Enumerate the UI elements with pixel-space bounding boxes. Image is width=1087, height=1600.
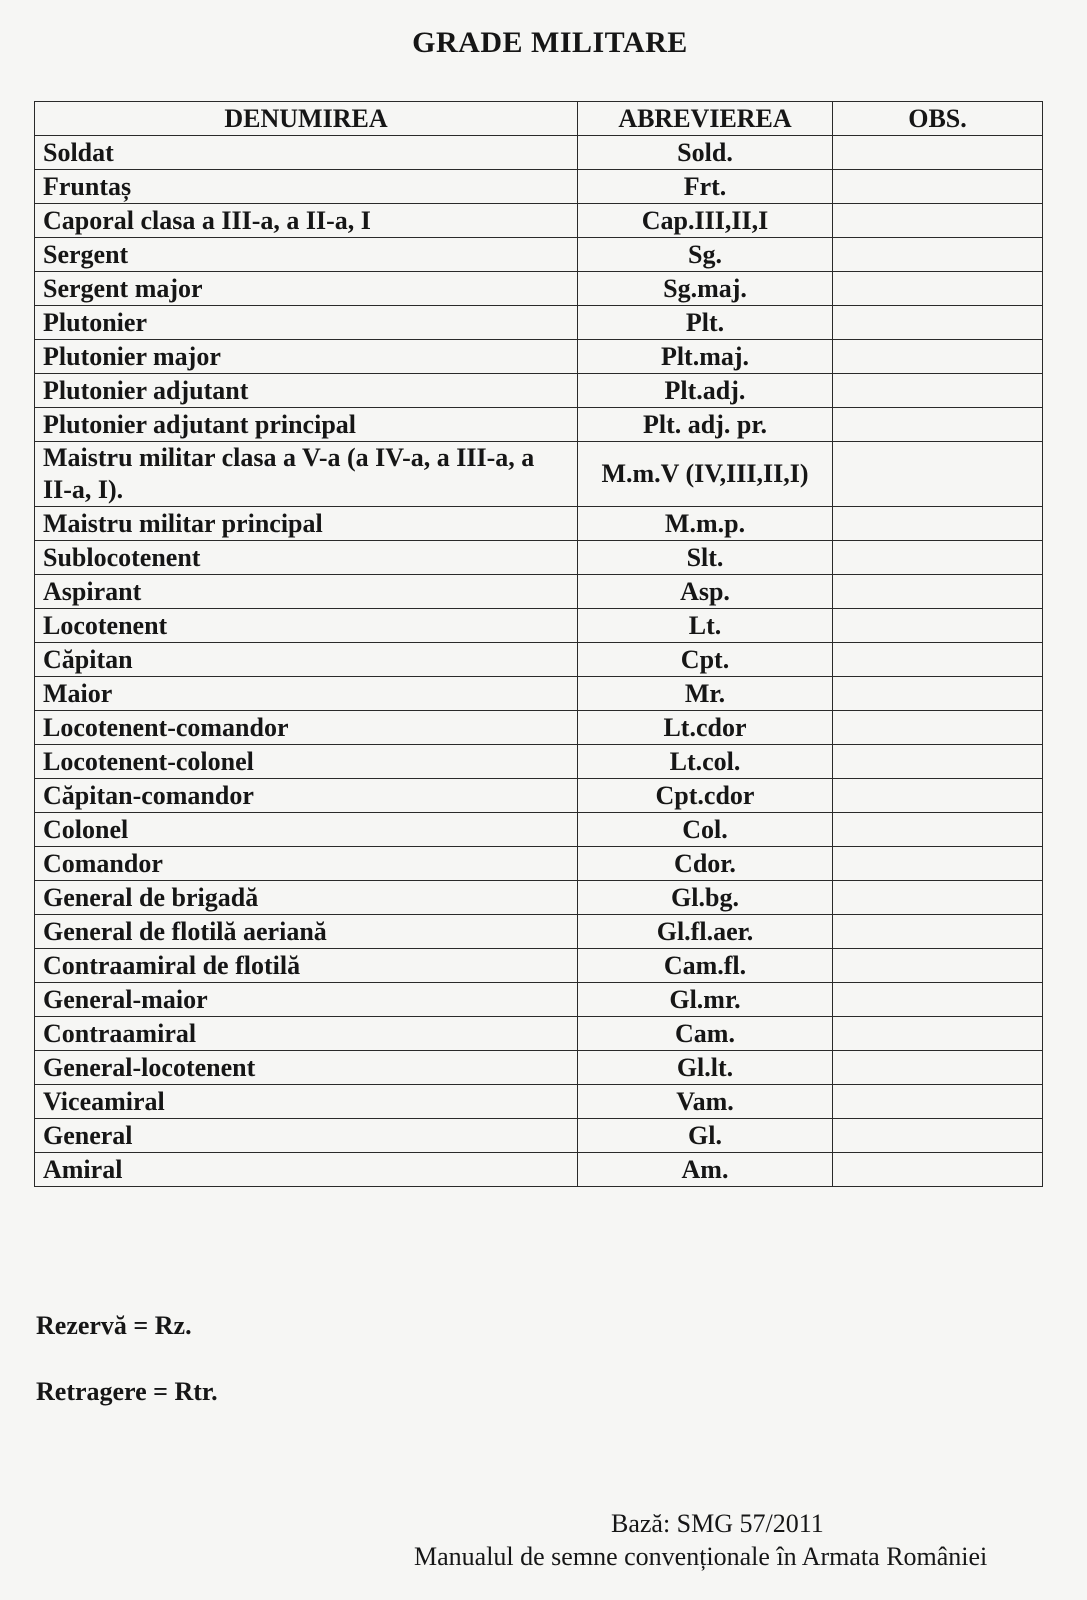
table-row: [35, 643, 1043, 677]
table-row: [35, 1085, 1043, 1119]
grade-abbr-cell: Plt.maj.: [578, 340, 833, 374]
grade-obs-cell: [833, 881, 1043, 915]
grade-abbr-cell: Cpt.cdor: [578, 779, 833, 813]
grade-abbr-cell: Frt.: [578, 170, 833, 204]
table-row: [35, 238, 1043, 272]
grade-name-cell: Viceamiral: [35, 1085, 578, 1119]
grade-name-cell: Colonel: [35, 813, 578, 847]
grade-obs-cell: [833, 847, 1043, 881]
grade-abbr-cell: Gl.mr.: [578, 983, 833, 1017]
table-row: [35, 881, 1043, 915]
grade-name-cell: Soldat: [35, 136, 578, 170]
grade-abbr-cell: Plt. adj. pr.: [578, 408, 833, 442]
grade-obs-cell: [833, 643, 1043, 677]
grade-obs-cell: [833, 1085, 1043, 1119]
grade-name-cell: General-maior: [35, 983, 578, 1017]
grade-abbr-cell: M.m.V (IV,III,II,I): [578, 442, 833, 507]
grade-name-cell: Locotenent-colonel: [35, 745, 578, 779]
note-retragere: Retragere = Rtr.: [36, 1377, 218, 1406]
table-row: [35, 609, 1043, 643]
table-row: [35, 677, 1043, 711]
grade-name-cell: General de flotilă aeriană: [35, 915, 578, 949]
table-row: [35, 745, 1043, 779]
grade-abbr-cell: Lt.: [578, 609, 833, 643]
grade-obs-cell: [833, 575, 1043, 609]
grade-obs-cell: [833, 238, 1043, 272]
grade-obs-cell: [833, 204, 1043, 238]
grade-obs-cell: [833, 745, 1043, 779]
grade-name-cell: Sergent major: [35, 272, 578, 306]
grade-name-cell: Sublocotenent: [35, 541, 578, 575]
table-row: [35, 813, 1043, 847]
grade-name-cell: Amiral: [35, 1153, 578, 1187]
grade-abbr-cell: Gl.fl.aer.: [578, 915, 833, 949]
grade-name-cell: Locotenent: [35, 609, 578, 643]
grade-obs-cell: [833, 915, 1043, 949]
grade-abbr-cell: Lt.cdor: [578, 711, 833, 745]
grade-obs-cell: [833, 507, 1043, 541]
grade-name-cell: Plutonier: [35, 306, 578, 340]
table-row: [35, 408, 1043, 442]
grade-abbr-cell: Lt.col.: [578, 745, 833, 779]
grade-name-cell: Contraamiral: [35, 1017, 578, 1051]
grade-abbr-cell: Gl.bg.: [578, 881, 833, 915]
grade-obs-cell: [833, 1051, 1043, 1085]
grade-obs-cell: [833, 306, 1043, 340]
table-row: [35, 136, 1043, 170]
grade-abbr-cell: M.m.p.: [578, 507, 833, 541]
table-row: [35, 915, 1043, 949]
grade-abbr-cell: Gl.: [578, 1119, 833, 1153]
grade-abbr-cell: Asp.: [578, 575, 833, 609]
table-row: [35, 306, 1043, 340]
grade-obs-cell: [833, 374, 1043, 408]
table-row: [35, 1017, 1043, 1051]
table-row: [35, 779, 1043, 813]
grade-abbr-cell: Mr.: [578, 677, 833, 711]
grade-abbr-cell: Vam.: [578, 1085, 833, 1119]
grade-abbr-cell: Cam.fl.: [578, 949, 833, 983]
table-row: [35, 575, 1043, 609]
note-rezerva: Rezervă = Rz.: [36, 1311, 192, 1340]
table-row: [35, 1119, 1043, 1153]
grade-abbr-cell: Cap.III,II,I: [578, 204, 833, 238]
grade-obs-cell: [833, 1017, 1043, 1051]
table-row: [35, 340, 1043, 374]
grade-name-cell: Fruntaș: [35, 170, 578, 204]
grade-name-cell: Caporal clasa a III-a, a II-a, I: [35, 204, 578, 238]
table-row: [35, 507, 1043, 541]
grade-obs-cell: [833, 1153, 1043, 1187]
table-row: [35, 1153, 1043, 1187]
grade-obs-cell: [833, 677, 1043, 711]
grade-name-cell: Contraamiral de flotilă: [35, 949, 578, 983]
grade-abbr-cell: Plt.adj.: [578, 374, 833, 408]
table-row: [35, 711, 1043, 745]
grade-obs-cell: [833, 170, 1043, 204]
grade-abbr-cell: Sg.maj.: [578, 272, 833, 306]
grade-obs-cell: [833, 983, 1043, 1017]
table-row: [35, 983, 1043, 1017]
table-row: [35, 204, 1043, 238]
grade-abbr-cell: Cpt.: [578, 643, 833, 677]
grade-obs-cell: [833, 949, 1043, 983]
grade-obs-cell: [833, 779, 1043, 813]
header-denumirea: DENUMIREA: [35, 102, 578, 136]
grade-name-cell: Maior: [35, 677, 578, 711]
grade-name-cell: Locotenent-comandor: [35, 711, 578, 745]
grade-obs-cell: [833, 442, 1043, 507]
grade-name-cell: Plutonier adjutant principal: [35, 408, 578, 442]
grade-abbr-cell: Slt.: [578, 541, 833, 575]
grade-name-cell: Maistru militar clasa a V-a (a IV-a, a III-a, a II-a, I).: [35, 442, 578, 507]
grade-obs-cell: [833, 541, 1043, 575]
table-row: [35, 1051, 1043, 1085]
grade-obs-cell: [833, 813, 1043, 847]
table-row: [35, 374, 1043, 408]
table-row: [35, 170, 1043, 204]
grade-name-cell: Aspirant: [35, 575, 578, 609]
grade-abbr-cell: Cam.: [578, 1017, 833, 1051]
page-title: GRADE MILITARE: [412, 26, 688, 59]
grade-name-cell: Comandor: [35, 847, 578, 881]
grade-name-cell: General: [35, 1119, 578, 1153]
table-row: [35, 847, 1043, 881]
grade-abbr-cell: Gl.lt.: [578, 1051, 833, 1085]
grade-obs-cell: [833, 136, 1043, 170]
grade-name-cell: Plutonier major: [35, 340, 578, 374]
grade-abbr-cell: Sold.: [578, 136, 833, 170]
grade-obs-cell: [833, 408, 1043, 442]
grade-name-cell: General de brigadă: [35, 881, 578, 915]
grade-abbr-cell: Cdor.: [578, 847, 833, 881]
grade-abbr-cell: Am.: [578, 1153, 833, 1187]
table-header-row: [35, 102, 1043, 136]
table-row: [35, 442, 1043, 507]
grade-name-cell: Căpitan: [35, 643, 578, 677]
table-row: [35, 272, 1043, 306]
grade-obs-cell: [833, 711, 1043, 745]
footer-baza: Bază: SMG 57/2011: [611, 1509, 824, 1538]
footer-manual: Manualul de semne convenționale în Armata României: [414, 1542, 988, 1571]
grade-name-cell: Căpitan-comandor: [35, 779, 578, 813]
grade-abbr-cell: Col.: [578, 813, 833, 847]
grade-abbr-cell: Sg.: [578, 238, 833, 272]
military-grades-table: [34, 101, 1043, 1187]
header-abrevierea: ABREVIEREA: [578, 102, 833, 136]
grade-name-cell: Plutonier adjutant: [35, 374, 578, 408]
grade-obs-cell: [833, 340, 1043, 374]
grade-obs-cell: [833, 1119, 1043, 1153]
header-obs: OBS.: [833, 102, 1043, 136]
table-row: [35, 541, 1043, 575]
grade-obs-cell: [833, 272, 1043, 306]
grade-abbr-cell: Plt.: [578, 306, 833, 340]
grade-obs-cell: [833, 609, 1043, 643]
table-row: [35, 949, 1043, 983]
grade-name-cell: Maistru militar principal: [35, 507, 578, 541]
grade-name-cell: General-locotenent: [35, 1051, 578, 1085]
grade-name-cell: Sergent: [35, 238, 578, 272]
